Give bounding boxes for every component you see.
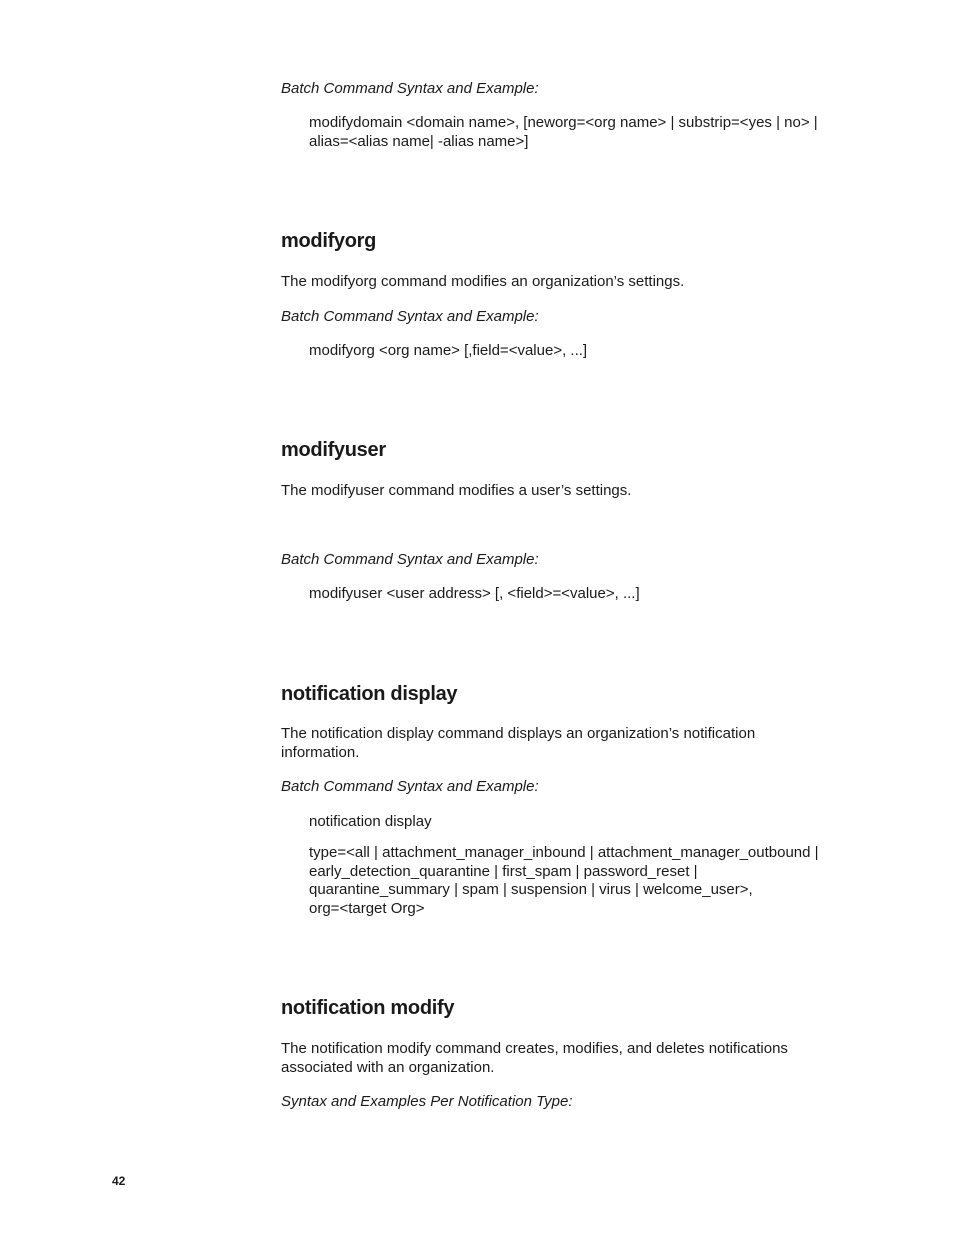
- modifyuser-heading: modifyuser: [281, 439, 386, 461]
- modifydomain-syntax-line: modifydomain <domain name>, [neworg=<org name> | substrip=<yes | no> |: [309, 114, 818, 131]
- page-number: 42: [112, 1174, 126, 1188]
- modifyorg-syntax-label: Batch Command Syntax and Example:: [281, 308, 539, 325]
- notification-modify-syntax-label: Syntax and Examples Per Notification Type:: [281, 1093, 573, 1110]
- notification-display-param-line: org=<target Org>: [309, 900, 425, 917]
- modifydomain-syntax-line: alias=<alias name| -alias name>]: [309, 133, 529, 150]
- notification-display-heading: notification display: [281, 683, 458, 705]
- modifyuser-syntax-line: modifyuser <user address> [, <field>=<value>, ...]: [309, 585, 640, 602]
- modifyorg-description: The modifyorg command modifies an organization’s settings.: [281, 273, 685, 290]
- notification-display-description: The notification display command displays an organization’s notification: [281, 725, 756, 742]
- notification-display-syntax-label: Batch Command Syntax and Example:: [281, 778, 539, 795]
- notification-display-syntax-line: notification display: [309, 813, 432, 830]
- modifydomain-syntax-label: Batch Command Syntax and Example:: [281, 80, 539, 97]
- notification-display-param-line: quarantine_summary | spam | suspension | virus | welcome_user>,: [309, 881, 753, 898]
- modifyorg-heading: modifyorg: [281, 230, 377, 252]
- modifyuser-syntax-label: Batch Command Syntax and Example:: [281, 551, 539, 568]
- notification-modify-description: associated with an organization.: [281, 1059, 495, 1076]
- notification-display-param-line: type=<all | attachment_manager_inbound | attachment_manager_outbound |: [309, 844, 819, 861]
- notification-modify-description: The notification modify command creates, modifies, and deletes notifications: [281, 1040, 788, 1057]
- modifyuser-description: The modifyuser command modifies a user’s settings.: [281, 482, 632, 499]
- notification-modify-heading: notification modify: [281, 997, 455, 1019]
- modifyorg-syntax-line: modifyorg <org name> [,field=<value>, ...]: [309, 342, 588, 359]
- notification-display-param-line: early_detection_quarantine | first_spam | password_reset |: [309, 863, 698, 880]
- notification-display-description: information.: [281, 744, 360, 761]
